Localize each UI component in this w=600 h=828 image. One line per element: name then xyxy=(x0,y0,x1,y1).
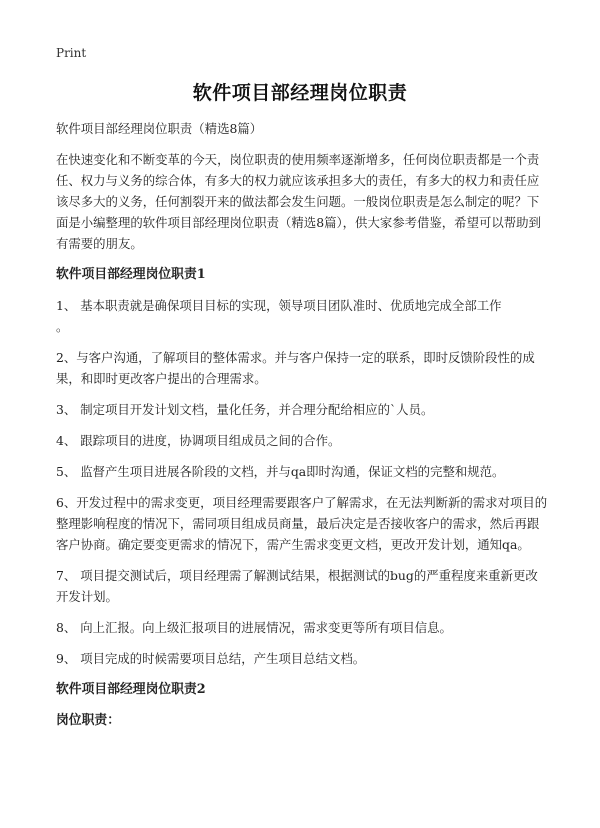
list-item: 8、 向上汇报。向上级汇报项目的进展情况，需求变更等所有项目信息。 xyxy=(56,620,452,635)
list-item: 6、开发过程中的需求变更，项目经理需要跟客户了解需求，在无法判断新的需求对项目的整理影响程度的情况下，需同项目组成员商量，最后决定是否接收客户的需求，然后再跟客户协商。确定要变更需求的情况下，需产生需求变更文档，更改开发计划，通知qa。 xyxy=(56,495,548,552)
section-heading-2: 软件项目部经理岗位职责2 xyxy=(56,682,206,697)
list-item: 5、 监督产生项目进展各阶段的文档，并与qa即时沟通，保证文档的完整和规范。 xyxy=(56,464,505,479)
list-item: 4、 跟踪项目的进度，协调项目组成员之间的合作。 xyxy=(56,433,341,448)
intro-paragraph: 在快速变化和不断变革的今天，岗位职责的使用频率逐渐增多，任何岗位职责都是一个责任、权力与义务的综合体，有多大的权力就应该承担多大的责任，有多大的权力和责任应该尽多大的义务，任何割裂开来的做法都会发生问题。一般岗位职责是怎么制定的呢？下面是小编整理的软件项目部经理岗位职责（精选8篇），供大家参考借鉴，希望可以帮助到有需要的朋友。 xyxy=(56,152,541,251)
list-item: 3、 制定项目开发计划文档，量化任务，并合理分配给相应的`人员。 xyxy=(56,402,434,417)
list-item: 2、与客户沟通，了解项目的整体需求。并与客户保持一定的联系，即时反馈阶段性的成果，和即时更改客户提出的合理需求。 xyxy=(56,350,535,386)
section-heading-1: 软件项目部经理岗位职责1 xyxy=(56,267,206,282)
article-body xyxy=(56,118,548,741)
list-item: 7、 项目提交测试后，项目经理需了解测试结果，根据测试的bug的严重程度来重新更改开发计划。 xyxy=(56,568,538,604)
article-subtitle: 软件项目部经理岗位职责（精选8篇） xyxy=(56,121,263,136)
list-item: 9、 项目完成的时候需要项目总结，产生项目总结文档。 xyxy=(56,651,366,666)
item-1-tail: 。 xyxy=(56,319,69,334)
section-subheading: 岗位职责： xyxy=(56,713,120,728)
item-1-text: 1、 基本职责就是确保项目目标的实现，领导项目团队准时、优质地完成全部工作 xyxy=(56,298,502,313)
print-link[interactable]: Print xyxy=(56,46,87,60)
page-title: 软件项目部经理岗位职责 xyxy=(192,82,408,104)
list-item xyxy=(56,295,548,337)
